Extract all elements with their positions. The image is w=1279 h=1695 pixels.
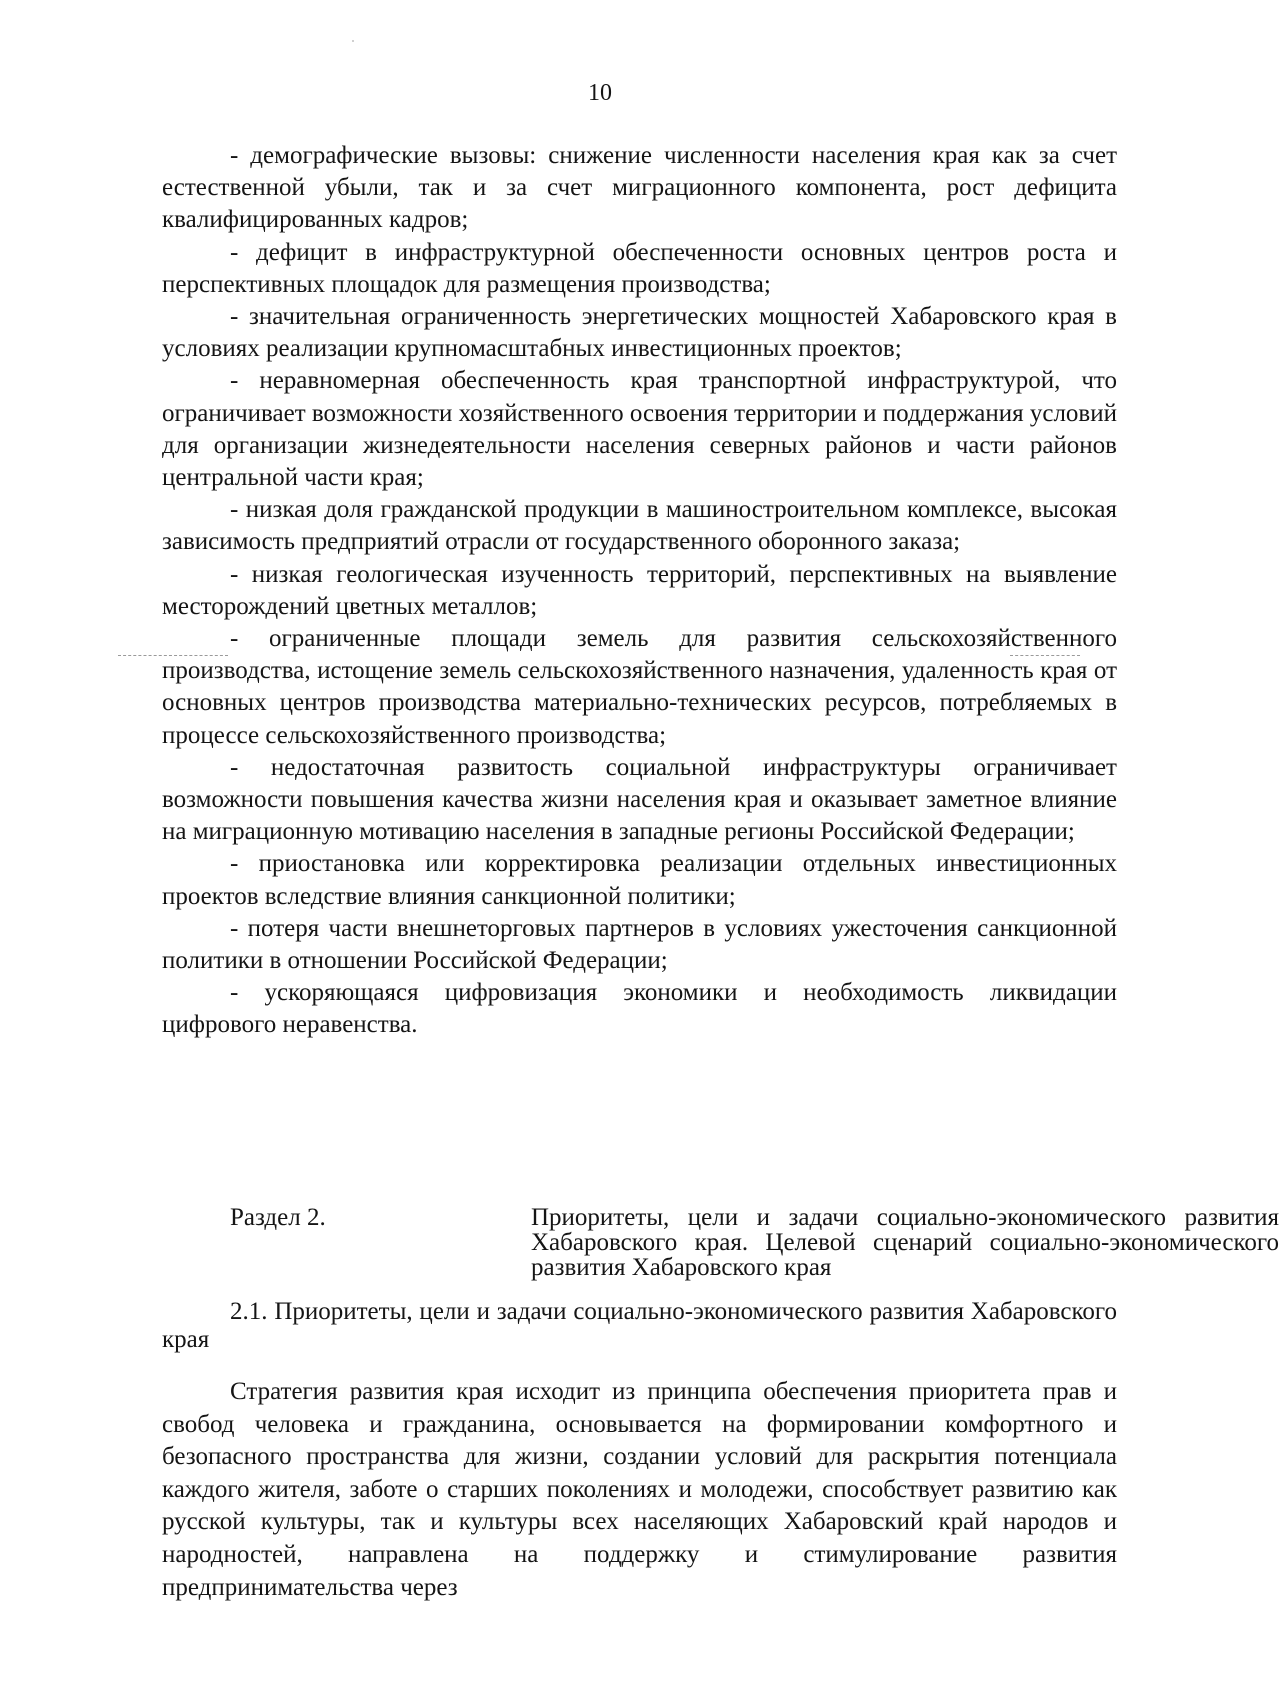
section-title: Приоритеты, цели и задачи социально-экономического развития Хабаровского края. Целевой сценарий социально-экономического развития Хабаровского края	[531, 1204, 1279, 1281]
list-item: - дефицит в инфраструктурной обеспеченности основных центров роста и перспективных площадок для размещения производства;	[162, 238, 1117, 298]
section-label: Раздел 2.	[230, 1204, 326, 1231]
list-item: - демографические вызовы: снижение численности населения края как за счет естественной убыли, так и за счет миграционного компонента, рост дефицита квалифицированных кадров;	[162, 142, 1117, 234]
list-item: - ограниченные площади земель для развития сельскохозяйственного производства, истощение земель сельскохозяйственного назначения, удаленность края от основных центров производства материально-технических ресурсов, потребляемых в процессе сельскохозяйственного производства;	[162, 625, 1117, 749]
list-item: - потеря части внешнеторговых партнеров в условиях ужесточения санкционной политики в отношении Российской Федерации;	[162, 914, 1117, 975]
body-paragraph: Стратегия развития края исходит из принципа обеспечения приоритета прав и свобод человека и гражданина, основывается на формировании комфортного и безопасного пространства для жизни, создании условий для раскрытия потенциала каждого жителя, заботе о старших поколениях и молодежи, способствует развитию как русской культуры, так и культуры всех населяющих Хабаровский край народов и народностей, направлена на поддержку и стимулирование развития предпринимательства через	[162, 1378, 1117, 1601]
list-item: - приостановка или корректировка реализации отдельных инвестиционных проектов вследствие влияния санкционной политики;	[162, 850, 1117, 910]
scan-line-right	[1010, 655, 1080, 656]
list-item: - низкая геологическая изученность территорий, перспективных на выявление месторождений цветных металлов;	[162, 560, 1117, 620]
list-item: - неравномерная обеспеченность края транспортной инфраструктурой, что ограничивает возможности хозяйственного освоения территории и поддержания условий для организации жизнедеятельности населения северных районов и части районов центральной части края;	[162, 367, 1117, 492]
list-item: - недостаточная развитость социальной инфраструктуры ограничивает возможности повышения качества жизни населения края и оказывает заметное влияние на миграционную мотивацию населения в западные регионы Российской Федерации;	[162, 753, 1117, 846]
scan-speck	[352, 40, 354, 42]
list-item: - низкая доля гражданской продукции в машиностроительном комплексе, высокая зависимость предприятий отрасли от государственного оборонного заказа;	[162, 496, 1117, 556]
page-number: 10	[588, 80, 612, 106]
list-item: - значительная ограниченность энергетических мощностей Хабаровского края в условиях реализации крупномасштабных инвестиционных проектов;	[162, 303, 1117, 363]
subsection-heading: 2.1. Приоритеты, цели и задачи социально-экономического развития Хабаровского края	[162, 1298, 1117, 1353]
scan-line-left	[118, 655, 228, 656]
challenges-list	[162, 140, 1117, 1042]
list-item: - ускоряющаяся цифровизация экономики и необходимость ликвидации цифрового неравенства.	[162, 979, 1117, 1039]
section-heading	[162, 1204, 1279, 1281]
